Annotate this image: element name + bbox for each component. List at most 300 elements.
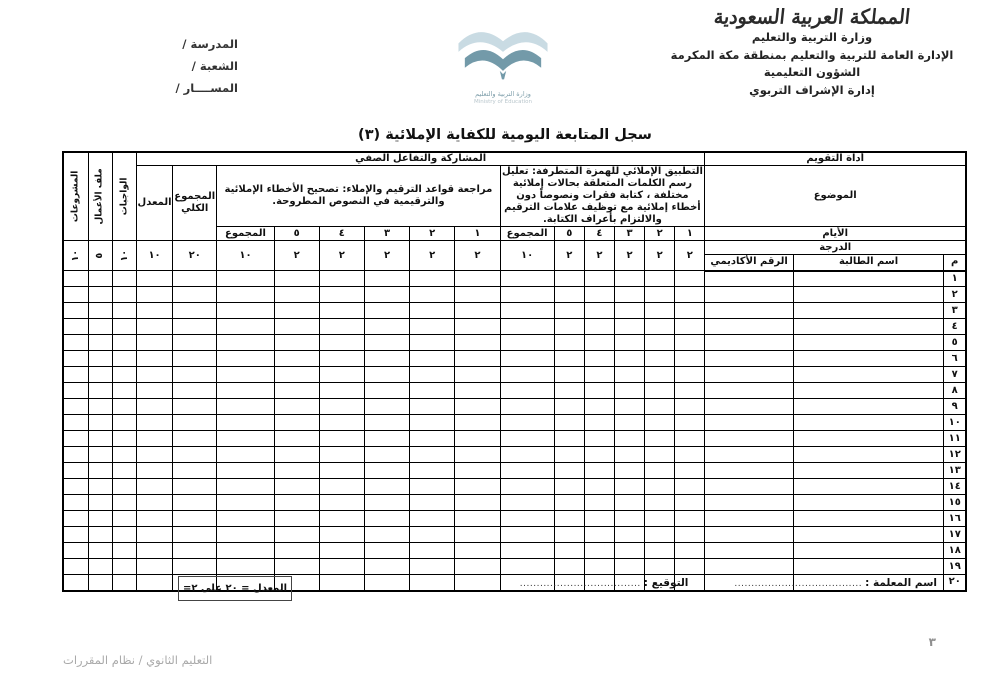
rev-sum-cell — [217, 495, 274, 511]
app-sum-cell — [500, 431, 554, 447]
grand-total-cell — [173, 543, 217, 559]
student-row — [63, 367, 966, 383]
projects-cell — [63, 383, 88, 399]
rev-day-1-cell — [455, 367, 500, 383]
rev-sum-cell — [217, 319, 274, 335]
portfolio-cell — [88, 431, 112, 447]
rev-score-3: ٢ — [364, 241, 409, 271]
app-day-4-cell — [584, 271, 614, 287]
rev-day-2-cell — [410, 543, 455, 559]
app-sum-value: ١٠ — [500, 241, 554, 271]
app-day-1-cell — [675, 543, 705, 559]
participation-header: المشاركة والتفاعل الصفي — [136, 152, 704, 166]
rev-day-2-cell — [410, 511, 455, 527]
app-score-1: ٢ — [675, 241, 705, 271]
student-row — [63, 495, 966, 511]
academic-number-cell — [705, 399, 793, 415]
rev-day-2-cell — [410, 319, 455, 335]
letterhead-org-block — [642, 6, 982, 100]
portfolio-cell — [88, 447, 112, 463]
rev-day-5-cell — [274, 271, 319, 287]
projects-cell — [63, 527, 88, 543]
supervision-line: إدارة الإشراف التربوي — [749, 83, 875, 98]
homework-value: ١٠ — [112, 241, 136, 271]
rev-day-4-cell — [319, 463, 364, 479]
projects-value: ١٠ — [63, 241, 88, 271]
homework-cell — [112, 399, 136, 415]
app-day-5-cell — [554, 479, 584, 495]
portfolio-cell — [88, 287, 112, 303]
app-day-2-cell — [645, 287, 675, 303]
row-number-cell: ١٤ — [944, 479, 966, 495]
average-cell — [136, 319, 172, 335]
app-day-4-cell — [584, 495, 614, 511]
rev-day-5-cell — [274, 527, 319, 543]
academic-number-cell — [705, 511, 793, 527]
student-row — [63, 319, 966, 335]
app-day-4-cell — [584, 511, 614, 527]
rev-day-3-cell — [364, 511, 409, 527]
teacher-name-label: اسم المعلمة : — [865, 577, 937, 589]
app-day-3-cell — [615, 287, 645, 303]
rev-day-3-cell — [364, 415, 409, 431]
rev-day-4-cell — [319, 399, 364, 415]
average-cell — [136, 431, 172, 447]
rev-day-4-cell — [319, 511, 364, 527]
rev-day-3: ٣ — [364, 227, 409, 241]
school-fields-block — [128, 34, 238, 100]
rev-sum-cell — [217, 383, 274, 399]
rev-day-3-cell — [364, 367, 409, 383]
student-name-cell — [793, 271, 944, 287]
app-day-2-cell — [645, 383, 675, 399]
academic-number-cell — [705, 383, 793, 399]
rev-sum-cell — [217, 431, 274, 447]
serial-header: م — [944, 255, 966, 271]
average-cell — [136, 527, 172, 543]
row-number-cell: ٥ — [944, 335, 966, 351]
portfolio-cell — [88, 271, 112, 287]
app-day-2-cell — [645, 559, 675, 575]
app-day-3-cell — [615, 271, 645, 287]
class-section-field: الشعبة / — [191, 58, 238, 73]
grade-header: الدرجة — [705, 241, 966, 255]
app-score-2: ٢ — [645, 241, 675, 271]
app-day-2-cell — [645, 511, 675, 527]
rev-day-1-cell — [455, 479, 500, 495]
rev-sum-cell — [217, 351, 274, 367]
app-day-5-cell — [554, 543, 584, 559]
rev-score-5: ٢ — [274, 241, 319, 271]
rev-day-1-cell — [455, 495, 500, 511]
rev-day-2: ٢ — [410, 227, 455, 241]
rev-sum-cell — [217, 399, 274, 415]
app-day-3: ٣ — [615, 227, 645, 241]
grand-total-cell — [173, 463, 217, 479]
rev-day-3-cell — [364, 559, 409, 575]
average-cell — [136, 511, 172, 527]
rev-day-3-cell — [364, 575, 409, 591]
rev-day-4-cell — [319, 271, 364, 287]
app-day-2-cell — [645, 527, 675, 543]
rev-day-4: ٤ — [319, 227, 364, 241]
app-day-4-cell — [584, 559, 614, 575]
rev-day-1-cell — [455, 351, 500, 367]
row-number-cell: ٨ — [944, 383, 966, 399]
rev-day-2-cell — [410, 383, 455, 399]
directorate-line: الإدارة العامة للتربية والتعليم بمنطقة مكة المكرمة — [670, 47, 954, 62]
portfolio-cell — [88, 335, 112, 351]
rev-day-3-cell — [364, 479, 409, 495]
average-cell — [136, 367, 172, 383]
portfolio-cell — [88, 543, 112, 559]
ministry-of-education-logo-icon — [450, 24, 556, 86]
application-description: التطبيق الإملائي للهمزة المتطرفة: تعليل رسم الكلمات المتعلقة بحالات إملائية مختلفة ، كتابة فقرات ونصوصاً دون أخطاء إملائية مع توظيف علامات الترقيم والالتزام بأعراف الكتابة. — [501, 166, 703, 225]
app-sum-cell — [500, 383, 554, 399]
academic-number-cell — [705, 335, 793, 351]
grand-total-cell — [173, 479, 217, 495]
homework-cell — [112, 463, 136, 479]
app-day-3-cell — [615, 559, 645, 575]
app-day-2-cell — [645, 303, 675, 319]
rev-day-5-cell — [274, 335, 319, 351]
row-number-cell: ١٩ — [944, 559, 966, 575]
projects-cell — [63, 351, 88, 367]
app-sum-cell — [500, 319, 554, 335]
homework-cell — [112, 351, 136, 367]
row-number-cell: ١٧ — [944, 527, 966, 543]
app-day-4-cell — [584, 543, 614, 559]
student-row — [63, 383, 966, 399]
rev-day-2-cell — [410, 463, 455, 479]
rev-score-2: ٢ — [410, 241, 455, 271]
rev-day-2-cell — [410, 303, 455, 319]
rev-day-4-cell — [319, 303, 364, 319]
row-number-cell: ١٢ — [944, 447, 966, 463]
student-name-cell — [793, 303, 944, 319]
student-name-cell — [793, 399, 944, 415]
grand-total-header: المجموع الكلي — [173, 166, 217, 241]
rev-day-2-cell — [410, 351, 455, 367]
app-day-2-cell — [645, 271, 675, 287]
app-day-1-cell — [675, 319, 705, 335]
student-name-cell — [793, 287, 944, 303]
rev-day-2-cell — [410, 479, 455, 495]
app-day-3-cell — [615, 383, 645, 399]
student-row — [63, 399, 966, 415]
academic-number-cell — [705, 319, 793, 335]
app-day-1-cell — [675, 415, 705, 431]
row-number-cell: ١١ — [944, 431, 966, 447]
app-sum-header: المجموع — [500, 227, 554, 241]
portfolio-cell — [88, 479, 112, 495]
app-day-2-cell — [645, 495, 675, 511]
rev-day-3-cell — [364, 271, 409, 287]
app-sum-cell — [500, 495, 554, 511]
homework-cell — [112, 271, 136, 287]
student-row — [63, 511, 966, 527]
student-row — [63, 431, 966, 447]
app-day-1-cell — [675, 463, 705, 479]
app-score-5: ٢ — [554, 241, 584, 271]
academic-number-header: الرقم الأكاديمي — [705, 255, 793, 271]
app-day-4-cell — [584, 335, 614, 351]
app-day-2: ٢ — [645, 227, 675, 241]
app-day-5-cell — [554, 271, 584, 287]
homework-cell — [112, 527, 136, 543]
app-day-4-cell — [584, 415, 614, 431]
academic-number-cell — [705, 527, 793, 543]
rev-day-3-cell — [364, 431, 409, 447]
homework-cell — [112, 335, 136, 351]
rev-day-5-cell — [274, 463, 319, 479]
app-day-5-cell — [554, 351, 584, 367]
grand-total-cell — [173, 367, 217, 383]
projects-column-header: المشروعات — [63, 152, 88, 241]
app-day-1-cell — [675, 335, 705, 351]
app-day-2-cell — [645, 431, 675, 447]
app-sum-cell — [500, 271, 554, 287]
rev-day-1: ١ — [455, 227, 500, 241]
app-day-3-cell — [615, 447, 645, 463]
student-row — [63, 351, 966, 367]
logo-caption-english: Ministry of Education — [473, 98, 532, 105]
academic-number-cell — [705, 271, 793, 287]
projects-cell — [63, 575, 88, 591]
student-row — [63, 543, 966, 559]
app-day-5-cell — [554, 431, 584, 447]
app-sum-cell — [500, 335, 554, 351]
academic-number-cell — [705, 447, 793, 463]
rev-day-5-cell — [274, 319, 319, 335]
app-day-3-cell — [615, 543, 645, 559]
app-day-3-cell — [615, 463, 645, 479]
review-description: مراجعة قواعد الترقيم والإملاء: تصحيح الأخطاء الإملائية والترقيمية في النصوص المطروحة. — [217, 166, 500, 227]
student-name-cell — [793, 463, 944, 479]
footer-page-number: ٣ — [928, 635, 936, 649]
academic-number-cell — [705, 415, 793, 431]
rev-day-5-cell — [274, 287, 319, 303]
student-name-cell — [793, 527, 944, 543]
app-day-3-cell — [615, 527, 645, 543]
app-day-5: ٥ — [554, 227, 584, 241]
portfolio-cell — [88, 351, 112, 367]
average-cell — [136, 479, 172, 495]
app-day-1-cell — [675, 367, 705, 383]
rev-day-5-cell — [274, 479, 319, 495]
student-row — [63, 415, 966, 431]
rev-sum-cell — [217, 479, 274, 495]
grand-total-cell — [173, 351, 217, 367]
app-score-4: ٢ — [584, 241, 614, 271]
student-row — [63, 447, 966, 463]
app-day-2-cell — [645, 447, 675, 463]
rev-day-2-cell — [410, 447, 455, 463]
affairs-line: الشؤون التعليمية — [763, 65, 861, 80]
grand-total-cell — [173, 527, 217, 543]
row-number-cell: ٢٠ — [944, 575, 966, 591]
teacher-name-dotted-line: ...................................... — [734, 579, 863, 589]
rev-day-4-cell — [319, 575, 364, 591]
rev-day-1-cell — [455, 303, 500, 319]
app-sum-cell — [500, 559, 554, 575]
portfolio-cell — [88, 399, 112, 415]
app-day-5-cell — [554, 287, 584, 303]
rev-day-2-cell — [410, 335, 455, 351]
student-name-cell — [793, 335, 944, 351]
projects-cell — [63, 543, 88, 559]
rev-day-5-cell — [274, 431, 319, 447]
ministry-line: وزارة التربية والتعليم — [751, 29, 873, 44]
app-day-2-cell — [645, 543, 675, 559]
row-number-cell: ٦ — [944, 351, 966, 367]
rev-day-1-cell — [455, 287, 500, 303]
rev-day-5-cell — [274, 303, 319, 319]
academic-number-cell — [705, 495, 793, 511]
rev-day-4-cell — [319, 319, 364, 335]
grand-total-value: ٢٠ — [173, 241, 217, 271]
app-day-3-cell — [615, 303, 645, 319]
homework-cell — [112, 495, 136, 511]
rev-day-1-cell — [455, 447, 500, 463]
portfolio-cell — [88, 575, 112, 591]
portfolio-cell — [88, 495, 112, 511]
student-name-cell — [793, 431, 944, 447]
row-number-cell: ١٠ — [944, 415, 966, 431]
student-name-cell — [793, 559, 944, 575]
projects-cell — [63, 399, 88, 415]
academic-number-cell — [705, 559, 793, 575]
student-name-header: اسم الطالبة — [793, 255, 944, 271]
rev-day-3-cell — [364, 399, 409, 415]
eval-tool-header: أداة التقويم — [705, 152, 966, 166]
rev-sum-cell — [217, 335, 274, 351]
rev-sum-cell — [217, 527, 274, 543]
rev-day-5-cell — [274, 415, 319, 431]
student-row — [63, 463, 966, 479]
rev-day-3-cell — [364, 383, 409, 399]
grand-total-cell — [173, 495, 217, 511]
app-day-4-cell — [584, 431, 614, 447]
rev-day-4-cell — [319, 495, 364, 511]
app-day-1-cell — [675, 447, 705, 463]
app-day-3-cell — [615, 511, 645, 527]
app-day-4-cell — [584, 319, 614, 335]
app-day-2-cell — [645, 351, 675, 367]
rev-sum-cell — [217, 367, 274, 383]
student-name-cell — [793, 319, 944, 335]
rev-day-4-cell — [319, 447, 364, 463]
grand-total-cell — [173, 383, 217, 399]
rev-day-2-cell — [410, 367, 455, 383]
app-day-1-cell — [675, 559, 705, 575]
rev-day-1-cell — [455, 511, 500, 527]
app-day-3-cell — [615, 495, 645, 511]
student-rows-body — [63, 271, 966, 591]
rev-day-4-cell — [319, 351, 364, 367]
app-day-5-cell — [554, 335, 584, 351]
app-day-4: ٤ — [584, 227, 614, 241]
portfolio-cell — [88, 463, 112, 479]
grand-total-cell — [173, 399, 217, 415]
app-day-1-cell — [675, 527, 705, 543]
row-number-cell: ١ — [944, 271, 966, 287]
app-day-3-cell — [615, 351, 645, 367]
rev-day-1-cell — [455, 575, 500, 591]
portfolio-cell — [88, 367, 112, 383]
rev-day-1-cell — [455, 271, 500, 287]
portfolio-cell — [88, 319, 112, 335]
projects-cell — [63, 367, 88, 383]
app-day-3-cell — [615, 335, 645, 351]
app-day-4-cell — [584, 287, 614, 303]
academic-number-cell — [705, 367, 793, 383]
rev-day-3-cell — [364, 463, 409, 479]
rev-sum-value: ١٠ — [217, 241, 274, 271]
homework-cell — [112, 319, 136, 335]
row-number-cell: ١٨ — [944, 543, 966, 559]
average-cell — [136, 575, 172, 591]
app-day-5-cell — [554, 511, 584, 527]
rev-day-2-cell — [410, 431, 455, 447]
app-day-2-cell — [645, 415, 675, 431]
app-day-3-cell — [615, 431, 645, 447]
average-header: المعدل — [136, 166, 172, 241]
follow-up-table — [62, 151, 967, 592]
rev-day-4-cell — [319, 335, 364, 351]
homework-cell — [112, 287, 136, 303]
app-day-5-cell — [554, 463, 584, 479]
rev-day-3-cell — [364, 495, 409, 511]
app-day-2-cell — [645, 367, 675, 383]
rev-day-2-cell — [410, 415, 455, 431]
rev-day-2-cell — [410, 399, 455, 415]
rev-day-1-cell — [455, 543, 500, 559]
rev-day-4-cell — [319, 287, 364, 303]
follow-up-table-wrap — [62, 151, 967, 592]
rev-sum-cell — [217, 511, 274, 527]
grand-total-cell — [173, 559, 217, 575]
app-sum-cell — [500, 447, 554, 463]
app-day-2-cell — [645, 335, 675, 351]
academic-number-cell — [705, 303, 793, 319]
track-field: المســــار / — [175, 80, 238, 95]
rev-day-4-cell — [319, 367, 364, 383]
app-day-5-cell — [554, 303, 584, 319]
app-day-1-cell — [675, 351, 705, 367]
rev-day-4-cell — [319, 383, 364, 399]
average-cell — [136, 383, 172, 399]
student-name-cell — [793, 367, 944, 383]
average-cell — [136, 287, 172, 303]
academic-number-cell — [705, 543, 793, 559]
app-sum-cell — [500, 479, 554, 495]
rev-day-1-cell — [455, 335, 500, 351]
logo-caption-arabic: وزارة التربية والتعليم — [475, 90, 531, 98]
app-sum-cell — [500, 399, 554, 415]
portfolio-value: ٥ — [88, 241, 112, 271]
projects-cell — [63, 463, 88, 479]
academic-number-cell — [705, 479, 793, 495]
average-cell — [136, 303, 172, 319]
app-day-5-cell — [554, 527, 584, 543]
homework-cell — [112, 543, 136, 559]
average-value: ١٠ — [136, 241, 172, 271]
rev-day-1-cell — [455, 431, 500, 447]
average-cell — [136, 415, 172, 431]
app-day-1: ١ — [675, 227, 705, 241]
rev-day-3-cell — [364, 303, 409, 319]
